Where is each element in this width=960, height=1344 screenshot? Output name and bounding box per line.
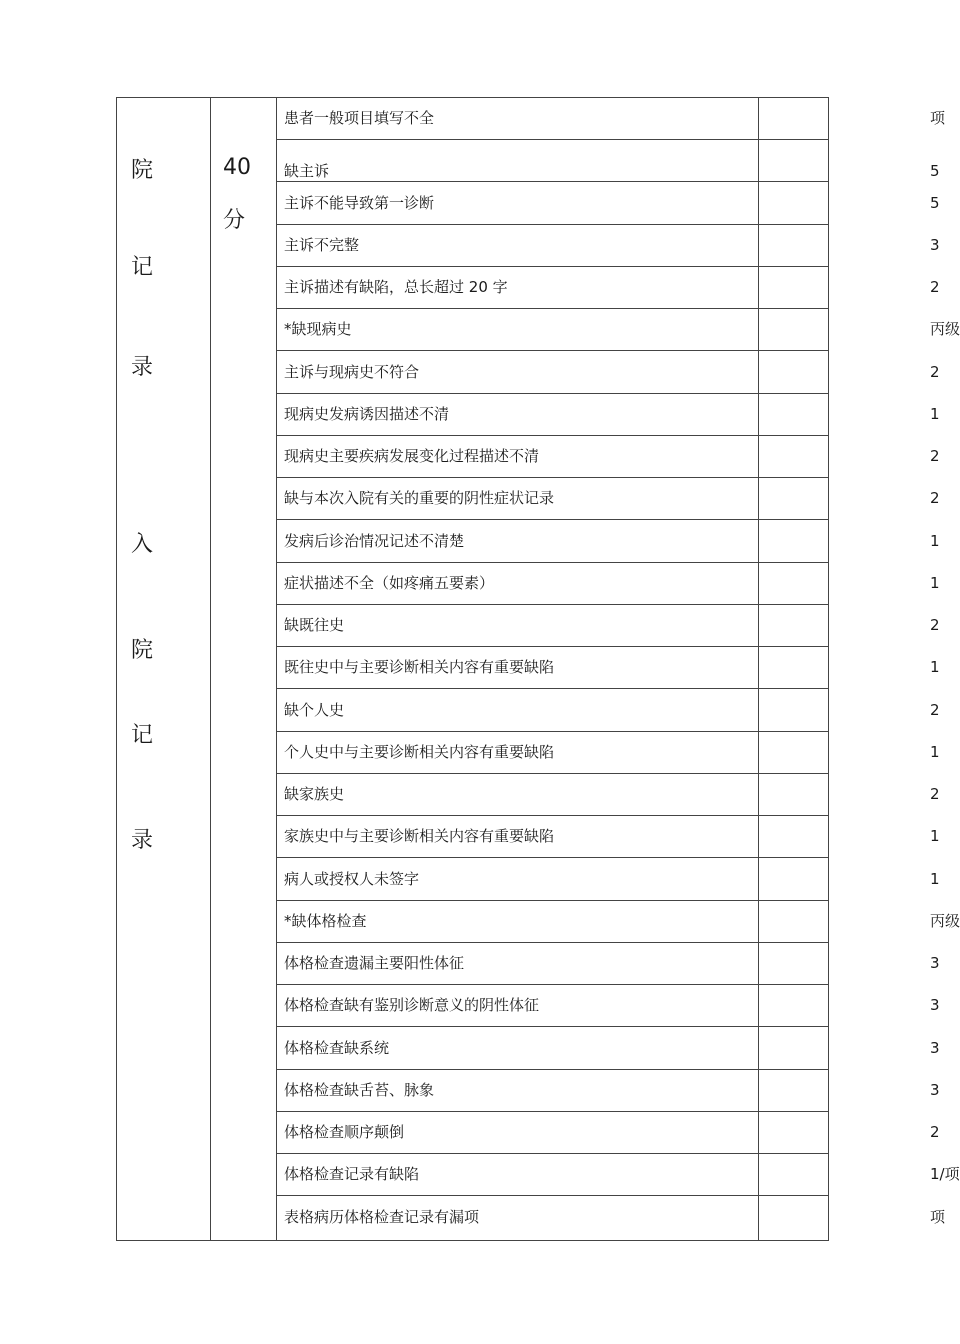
- deduction-score: 丙级: [930, 912, 960, 930]
- section-label: 记: [131, 255, 154, 280]
- deduction-item: 既往史中与主要诊断相关内容有重要缺陷: [284, 658, 555, 676]
- deduction-score: 3: [930, 236, 940, 254]
- deduction-score: 1: [930, 532, 940, 550]
- deduction-item: *缺体格检查: [284, 912, 367, 930]
- deduction-score: 3: [930, 1039, 940, 1057]
- table-row: [277, 1112, 940, 1154]
- section-label: 院: [131, 158, 154, 183]
- table-row: [277, 563, 940, 605]
- deduction-score: 3: [930, 996, 940, 1014]
- table-row: [277, 605, 940, 647]
- table-row: [277, 774, 940, 816]
- deduction-score: 项: [930, 109, 946, 127]
- deduction-item: 主诉描述有缺陷，总长超过 20 字: [284, 278, 508, 296]
- table-row: [277, 394, 940, 436]
- table-row: [277, 1027, 940, 1070]
- deduction-item: 发病后诊治情况记述不清楚: [284, 532, 465, 550]
- deduction-score: 丙级: [930, 320, 960, 338]
- deduction-item: 缺既往史: [284, 616, 345, 634]
- deduction-score: 2: [930, 616, 940, 634]
- deduction-item: 体格检查缺有鉴别诊断意义的阴性体征: [284, 996, 540, 1014]
- deduction-item: 主诉不完整: [284, 236, 360, 254]
- deduction-score: 2: [930, 1123, 940, 1141]
- deduction-item: 个人史中与主要诊断相关内容有重要缺陷: [284, 743, 555, 761]
- section-label: 院: [131, 638, 154, 663]
- deduction-item: 体格检查缺舌苔、脉象: [284, 1081, 435, 1099]
- deduction-score: 2: [930, 785, 940, 803]
- deduction-score: 1: [930, 827, 940, 845]
- section-label: 录: [131, 828, 154, 853]
- table-row: [277, 309, 960, 351]
- deduction-score: 5: [930, 194, 940, 212]
- deduction-item: 家族史中与主要诊断相关内容有重要缺陷: [284, 827, 555, 845]
- deduction-item: 现病史发病诱因描述不清: [284, 405, 450, 423]
- deduction-score: 1: [930, 405, 940, 423]
- table-row: [277, 1196, 946, 1239]
- deduction-item: *缺现病史: [284, 320, 352, 338]
- deduction-score: 3: [930, 954, 940, 972]
- table-row: [277, 478, 940, 520]
- deduction-score: 2: [930, 278, 940, 296]
- deduction-item: 缺主诉: [284, 162, 330, 180]
- deduction-item: 体格检查缺系统: [284, 1039, 390, 1057]
- points-unit: 分: [223, 208, 246, 233]
- section-label: 录: [131, 355, 154, 380]
- table-row: [277, 436, 940, 478]
- table-row: [277, 985, 940, 1027]
- deduction-item: 患者一般项目填写不全: [284, 109, 435, 127]
- table-row: [277, 647, 940, 689]
- deduction-item: 主诉与现病史不符合: [284, 363, 420, 381]
- deduction-item: 症状描述不全（如疼痛五要素）: [284, 574, 495, 592]
- table-row: [277, 351, 940, 394]
- table-row: [277, 1154, 960, 1196]
- deduction-item: 主诉不能导致第一诊断: [284, 194, 435, 212]
- table-row: [277, 520, 940, 563]
- table-row: [277, 689, 940, 732]
- table-row: [277, 858, 940, 901]
- deduction-item: 体格检查顺序颠倒: [284, 1123, 405, 1141]
- table-row: [277, 943, 940, 985]
- deduction-score: 1: [930, 574, 940, 592]
- deduction-item: 病人或授权人未签字: [284, 870, 420, 888]
- deduction-score: 1: [930, 743, 940, 761]
- deduction-item: 缺与本次入院有关的重要的阴性症状记录: [284, 489, 555, 507]
- deduction-score: 2: [930, 447, 940, 465]
- table-row: [277, 140, 940, 182]
- section-label: 记: [131, 723, 154, 748]
- table-row: [277, 732, 940, 774]
- deduction-score: 5: [930, 162, 940, 180]
- deduction-score: 2: [930, 701, 940, 719]
- deduction-item: 体格检查记录有缺陷: [284, 1165, 420, 1183]
- deduction-item: 表格病历体格检查记录有漏项: [284, 1208, 480, 1226]
- deduction-score: 2: [930, 489, 940, 507]
- table-row: [277, 225, 940, 267]
- table-row: [277, 98, 946, 140]
- table-row: [277, 1070, 940, 1112]
- deduction-item: 现病史主要疾病发展变化过程描述不清: [284, 447, 540, 465]
- table-row: [277, 901, 960, 943]
- column-divider: [210, 98, 211, 1240]
- points-value: 40: [223, 155, 251, 180]
- table-row: [277, 267, 940, 309]
- deduction-score: 1/项: [930, 1165, 960, 1183]
- deduction-score: 项: [930, 1208, 946, 1226]
- deduction-item: 体格检查遗漏主要阳性体征: [284, 954, 465, 972]
- section-label: 入: [131, 532, 154, 557]
- table-row: [277, 816, 940, 858]
- deduction-item: 缺个人史: [284, 701, 345, 719]
- deduction-score: 1: [930, 658, 940, 676]
- scoring-table: [116, 97, 960, 1241]
- deduction-score: 2: [930, 363, 940, 381]
- deduction-score: 1: [930, 870, 940, 888]
- table-row: [277, 182, 940, 225]
- deduction-score: 3: [930, 1081, 940, 1099]
- deduction-item: 缺家族史: [284, 785, 345, 803]
